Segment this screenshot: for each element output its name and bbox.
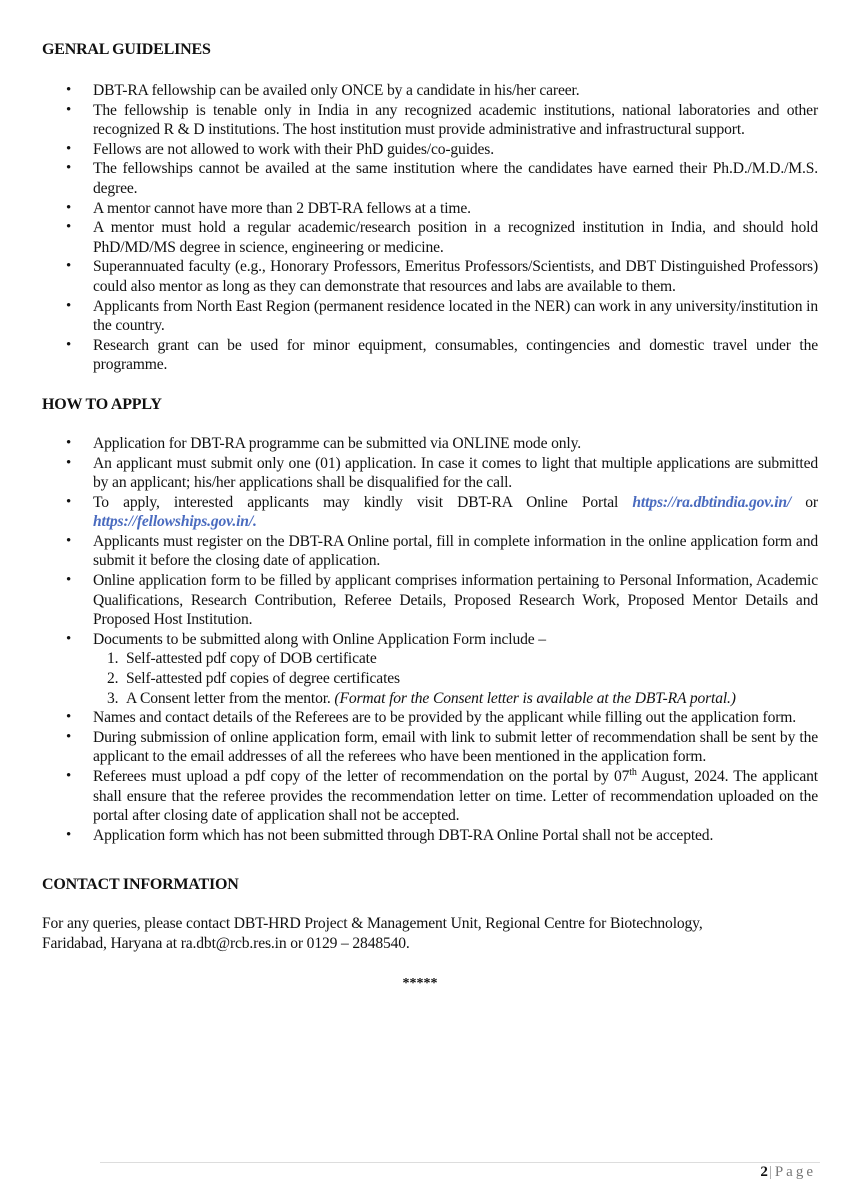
list-item: • Superannuated faculty (e.g., Honorary Professors, Emeritus Professors/Scientists, and DBT Distinguished Professors) could also mentor as long as they can demonstrate that resources and labs are available to them. bbox=[66, 258, 818, 295]
bullet-icon: • bbox=[66, 709, 72, 726]
list-item: • An applicant must submit only one (01) application. In case it comes to light that multiple applications are submitted by an applicant; his/her applications shall be disqualified for the call. bbox=[66, 454, 818, 492]
bullet-icon: • bbox=[66, 199, 72, 216]
list-item: • During submission of online application form, email with link to submit letter of recommendation shall be sent by the applicant to the email addresses of all the referees who have been mentioned in the application form. bbox=[66, 728, 818, 766]
footer-divider bbox=[100, 1162, 820, 1163]
list-item: • Application for DBT-RA programme can be submitted via ONLINE mode only. bbox=[66, 434, 581, 452]
contact-information-heading: CONTACT INFORMATION bbox=[42, 876, 239, 894]
fellowships-portal-link[interactable]: https://fellowships.gov.in/ bbox=[93, 513, 253, 531]
list-item: • Fellows are not allowed to work with their PhD guides/co-guides. bbox=[66, 140, 494, 158]
list-item: • Applicants from North East Region (permanent residence located in the NER) can work in any university/institution in the country. bbox=[66, 297, 818, 335]
contact-text: For any queries, please contact DBT-HRD Project & Management Unit, Regional Centre for Biotechnology, Faridabad, Haryana at ra.dbt@rcb.res.in or 0129 – 2848540. bbox=[42, 915, 703, 952]
bullet-icon: • bbox=[66, 493, 72, 510]
general-guidelines-list bbox=[42, 81, 818, 375]
page-footer: 2| Page bbox=[760, 1164, 816, 1180]
end-marker: ***** bbox=[402, 975, 438, 991]
dbt-ra-portal-link[interactable]: https://ra.dbtindia.gov.in/ bbox=[632, 493, 792, 511]
bullet-icon: • bbox=[66, 532, 72, 549]
list-item: • Research grant can be used for minor equipment, consumables, contingencies and domestic travel under the programme. bbox=[66, 336, 818, 374]
list-item: • Online application form to be filled by applicant comprises information pertaining to Personal Information, Academic Qualifications, Research Contribution, Referee Details, Proposed Research Work, Proposed Mentor Details and Proposed Host Institution. bbox=[66, 572, 818, 629]
bullet-icon: • bbox=[66, 826, 72, 843]
bullet-icon: • bbox=[66, 630, 72, 647]
list-item: • To apply, interested applicants may kindly visit DBT-RA Online Portal https://ra.dbtindia.gov.in/ or https://fellowships.gov.in/. bbox=[66, 493, 818, 531]
bullet-icon: • bbox=[66, 572, 72, 589]
list-item: • DBT-RA fellowship can be availed only ONCE by a candidate in his/her career. bbox=[66, 82, 580, 99]
bullet-icon: • bbox=[66, 297, 72, 314]
how-to-apply-list bbox=[42, 434, 818, 845]
how-to-apply-heading: HOW TO APPLY bbox=[42, 395, 162, 413]
bullet-icon: • bbox=[66, 219, 72, 236]
document-item: 2. Self-attested pdf copies of degree certificates bbox=[107, 670, 400, 688]
bullet-icon: • bbox=[66, 258, 72, 275]
consent-letter-note: (Format for the Consent letter is available at the DBT-RA portal.) bbox=[334, 689, 736, 707]
document-page bbox=[42, 40, 818, 992]
bullet-icon: • bbox=[66, 768, 72, 784]
bullet-icon: • bbox=[66, 82, 72, 98]
list-item: • The fellowships cannot be availed at the same institution where the candidates have earned their Ph.D./M.D./M.S. degree. bbox=[66, 160, 818, 197]
bullet-icon: • bbox=[66, 454, 72, 471]
documents-list bbox=[93, 649, 818, 708]
bullet-icon: • bbox=[66, 434, 72, 451]
document-item: 3. A Consent letter from the mentor. (Format for the Consent letter is available at the DBT-RA portal.) bbox=[107, 689, 736, 707]
document-item: 1. Self-attested pdf copy of DOB certificate bbox=[107, 650, 377, 668]
list-item: • Documents to be submitted along with Online Application Form include – 1. Self-attested pdf copy of DOB certificate 2. Self-attested pdf copies of degree certificates 3. A Consent letter from the mentor. (Format for the Consent letter is available at the DBT-RA portal.) bbox=[42, 630, 818, 708]
bullet-icon: • bbox=[66, 160, 72, 177]
list-item: • Application form which has not been submitted through DBT-RA Online Portal shall not be accepted. bbox=[66, 826, 714, 844]
list-item: • Referees must upload a pdf copy of the letter of recommendation on the portal by 07th August, 2024. The applicant shall ensure that the referee provides the recommendation letter on time. Letter of recommendation uploaded on the portal after closing date of application shall not be accepted. bbox=[66, 766, 818, 825]
list-item: • The fellowship is tenable only in India in any recognized academic institutions, national laboratories and other recognized R & D institutions. The host institution must provide administrative and infrastructural support. bbox=[66, 101, 818, 139]
list-item: • Applicants must register on the DBT-RA Online portal, fill in complete information in the online application form and submit it before the closing date of application. bbox=[66, 532, 818, 570]
page-number: 2 bbox=[760, 1164, 768, 1180]
list-item: • Names and contact details of the Referees are to be provided by the applicant while filling out the application form. bbox=[66, 709, 796, 727]
bullet-icon: • bbox=[66, 140, 72, 157]
general-guidelines-heading: GENRAL GUIDELINES bbox=[42, 41, 211, 58]
page-label: Page bbox=[774, 1164, 816, 1180]
bullet-icon: • bbox=[66, 101, 72, 118]
bullet-icon: • bbox=[66, 728, 72, 745]
bullet-icon: • bbox=[66, 336, 72, 353]
list-item: • A mentor must hold a regular academic/research position in a recognized institution in India, and should hold PhD/MD/MS degree in science, engineering or medicine. bbox=[66, 219, 818, 256]
list-item: • A mentor cannot have more than 2 DBT-RA fellows at a time. bbox=[66, 199, 471, 217]
